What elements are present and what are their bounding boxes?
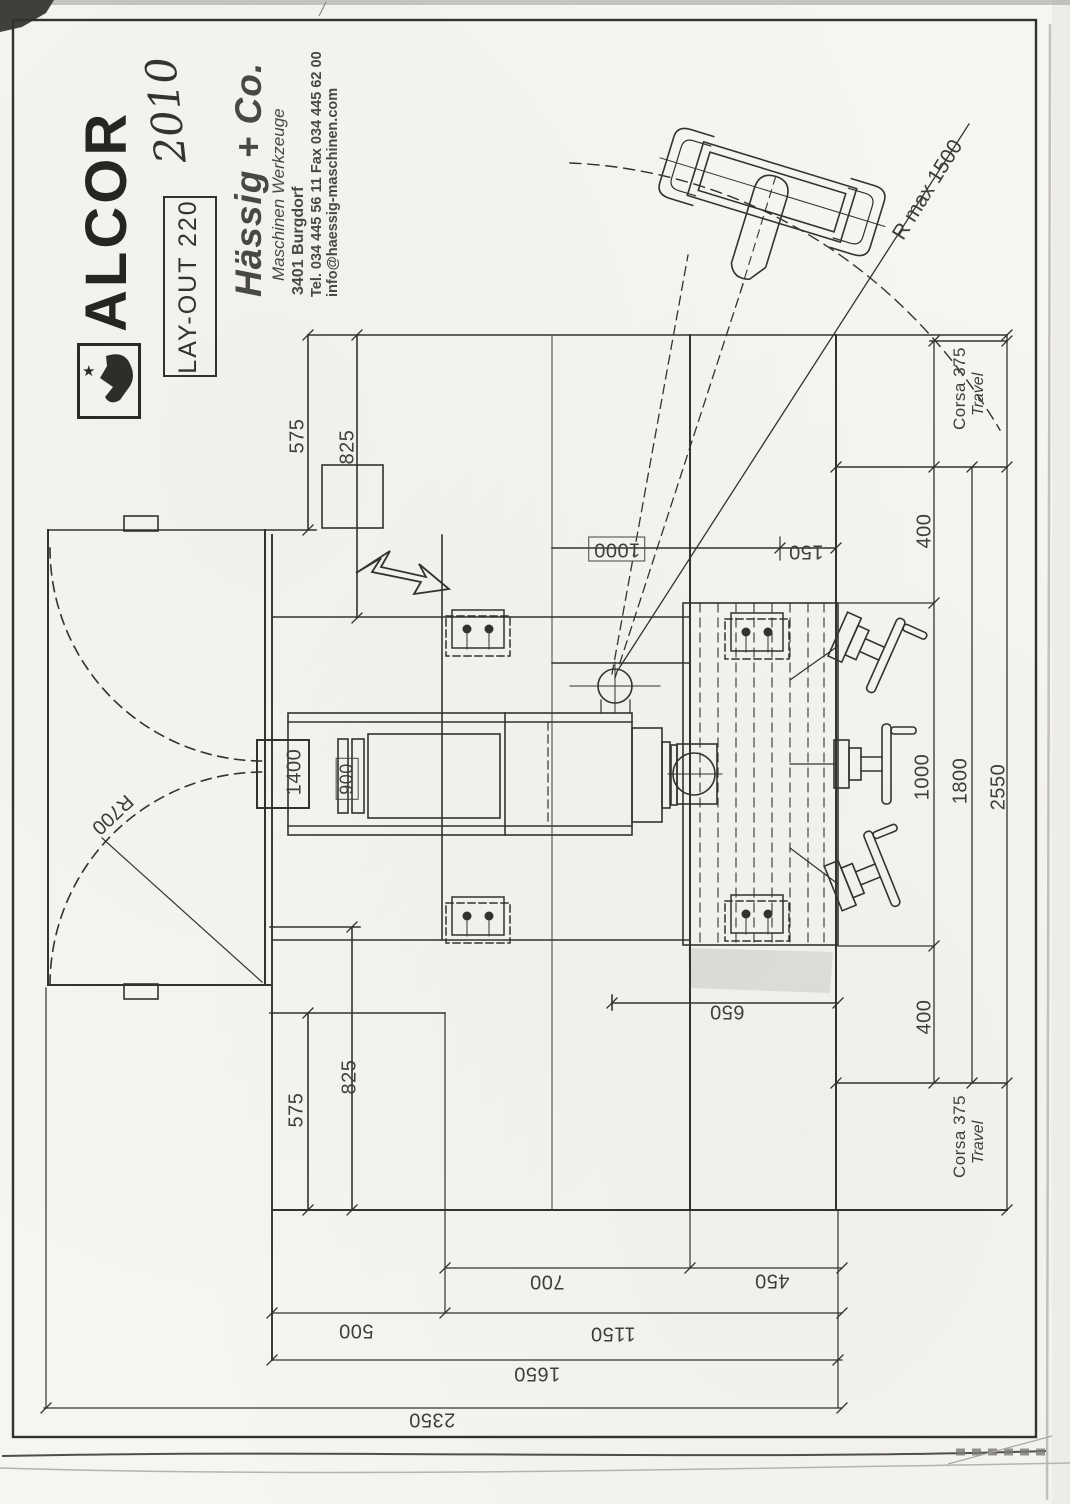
tilted-head: [629, 123, 896, 329]
dim-1000-right: 1000: [911, 753, 934, 801]
dim-2550: 2550: [987, 763, 1010, 811]
drawing-title-box: LAY-OUT 220: [163, 196, 217, 377]
dim-575-bottom: 575: [285, 1092, 308, 1128]
dim-400-bottom: 400: [913, 999, 936, 1035]
max-radius-label: R max 1500: [887, 135, 968, 244]
brand-logo: ALCOR: [74, 110, 139, 332]
dim-1400: 1400: [283, 748, 306, 796]
handwheel: [834, 724, 916, 804]
dim-150: 150: [788, 540, 824, 563]
handwheel: [818, 821, 924, 926]
company-stamp: [230, 3, 356, 297]
corsa-text: Corsa 375: [950, 1095, 969, 1178]
dim-1000-boxed: 1000: [589, 537, 646, 562]
clamp-block: [725, 613, 789, 659]
stamp-address: 3401 Burgdorf: [289, 186, 307, 295]
door-radius-label: R700: [87, 790, 138, 839]
pivot-point: [570, 662, 660, 713]
dim-1150: 1150: [590, 1322, 636, 1345]
travel-text: Travel: [970, 1120, 987, 1164]
dim-650: 650: [709, 1000, 745, 1023]
stamp-phone-fax: Tel. 034 445 56 11 Fax 034 445 62 00: [308, 51, 325, 297]
dim-825-top: 825: [336, 429, 359, 465]
door-swing-arcs: [50, 548, 263, 985]
star-icon: ★: [82, 363, 96, 380]
handwritten-year: 2010: [135, 54, 196, 166]
dim-2350: 2350: [408, 1408, 456, 1431]
dim-575-top: 575: [286, 418, 309, 454]
dim-1650: 1650: [513, 1362, 561, 1385]
logo-emblem-box: [77, 343, 141, 419]
dim-825-bottom: 825: [338, 1059, 361, 1095]
clamp-block: [725, 895, 789, 941]
stamp-company: Hässig + Co.: [228, 61, 269, 297]
stamp-tagline: Maschinen Werkzeuge: [268, 108, 288, 281]
dim-450: 450: [754, 1269, 790, 1292]
travel-text: Travel: [970, 372, 987, 416]
dim-700: 700: [529, 1270, 565, 1293]
travel-label-top: [950, 340, 998, 430]
clamp-block: [446, 897, 510, 943]
corsa-text: Corsa 375: [950, 347, 969, 430]
travel-label-bottom: [950, 1088, 998, 1178]
dim-900-boxed: 900: [336, 758, 359, 800]
dim-500: 500: [338, 1319, 374, 1342]
dim-400-top: 400: [913, 513, 936, 549]
dim-1800: 1800: [949, 757, 972, 805]
stamp-email: info@haessig-maschinen.com: [324, 87, 341, 297]
electrical-hazard-icon: [356, 551, 449, 594]
